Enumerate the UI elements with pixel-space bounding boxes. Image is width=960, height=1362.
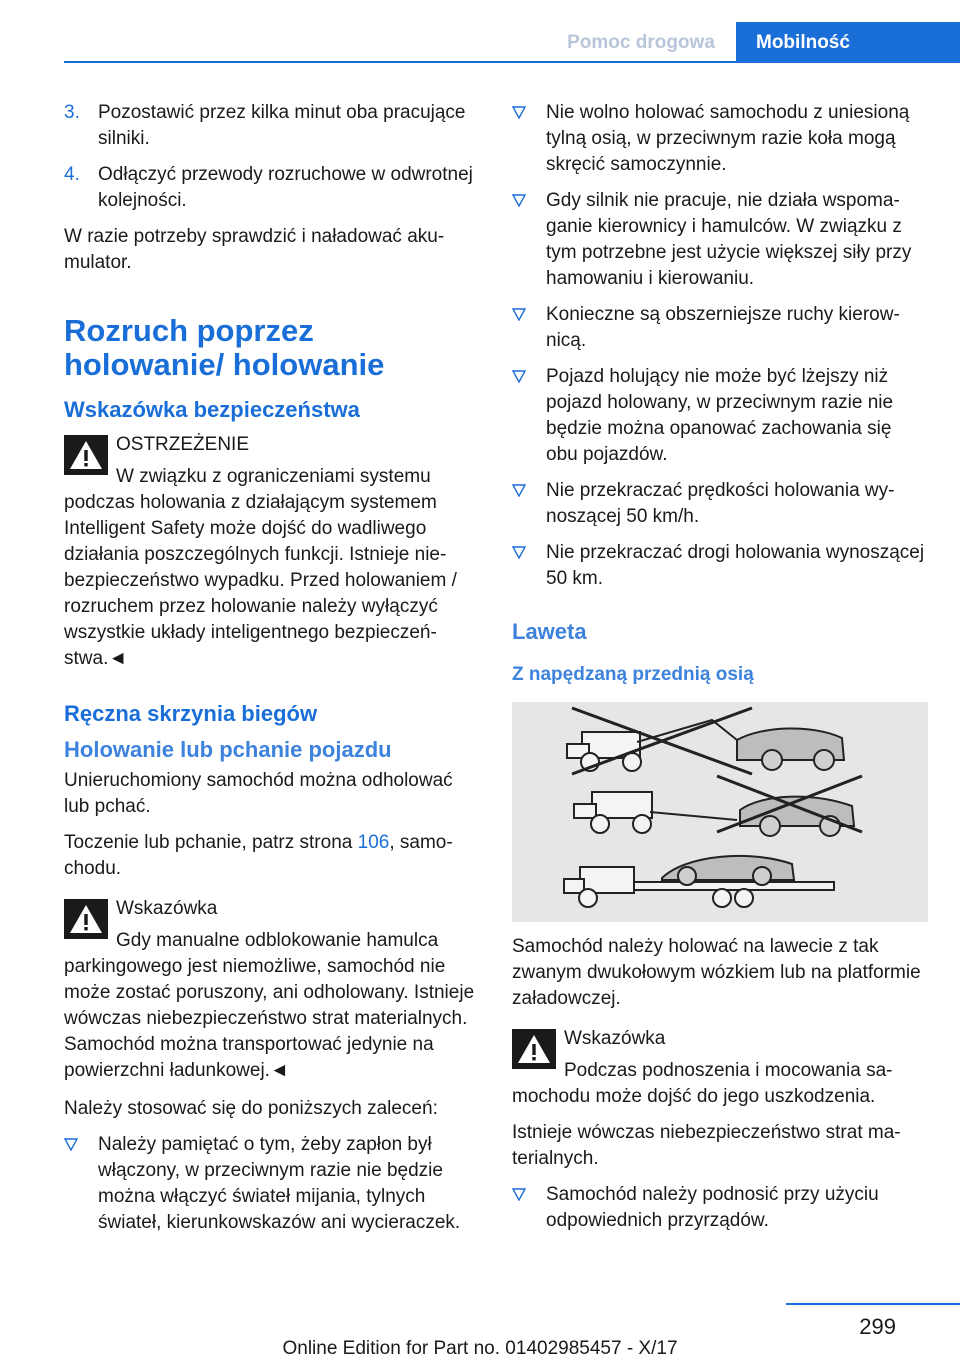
- list-item-text: Należy pamiętać o tym, żeby zapłon był włączony, w przeciwnym razie nie będzie można włączyć świateł mijania, tylnych świateł, kierunkowskazów ani wycieraczek.: [98, 1134, 461, 1233]
- list-item: [512, 364, 928, 468]
- list-item-text: Gdy silnik nie pracuje, nie działa wspomaganie kierownicy i hamulców. W związku z tym potrzebne jest użycie większej siły przy hamowaniu i kierowaniu.: [546, 190, 912, 289]
- push-text-after: , samochodu.: [64, 832, 453, 879]
- step-text: Pozostawić przez kilka minut oba pracujące silniki.: [98, 102, 466, 149]
- section-tab-pomoc-drogowa[interactable]: Pomoc drogowa: [567, 32, 715, 53]
- towing-illustration: [512, 702, 928, 922]
- front-axle-heading: Z napędzaną przednią osią: [512, 664, 754, 685]
- note-text: Gdy manualne odblokowanie hamulca parkingowego jest niemożliwe, samochód nie może zostać poruszony, ani odholowany. Istnieje wówczas niebezpieczeństwo strat materialnych. Samochód można transportować jedynie na powierzchni ładunkowej.◄: [64, 930, 475, 1081]
- warning-text: W związku z ograniczeniami systemu podczas holowania z działającym systemem Intelligent Safety może dojść do wadliwego działania poszczególnych funkcji. Istnieje niebezpieczeństwo wypadku. Przed holowaniem / rozruchem przez holowanie należy wyłączyć wszystkie układy inteligentnego bezpieczeństwa.◄: [64, 466, 457, 669]
- push-text: [64, 830, 480, 882]
- note-title: Wskazówka: [116, 898, 218, 919]
- list-item: [512, 540, 928, 592]
- list-item: [512, 1182, 928, 1234]
- bullet-triangle-icon: [512, 546, 526, 559]
- recommendations-intro: Należy stosować się do poniższych zaleceń:: [64, 1098, 438, 1119]
- step-item: [64, 162, 480, 214]
- towing-heading: Holowanie lub pchanie pojazdu: [64, 737, 392, 762]
- bullet-triangle-icon: [512, 106, 526, 119]
- step-number: 4.: [64, 164, 80, 185]
- manual-gearbox-heading: Ręczna skrzynia biegów: [64, 701, 318, 726]
- note-block: [64, 896, 480, 1084]
- towing-text: Unieruchomiony samochód można odholować lub pchać.: [64, 770, 453, 817]
- figure-caption-text: Samochód należy holować na lawecie z tak zwanym dwukołowym wózkiem lub na platformie załadowczej.: [512, 936, 921, 1009]
- bullet-triangle-icon: [512, 370, 526, 383]
- step-item: [64, 100, 480, 152]
- towing-methods-diagram: [512, 702, 928, 922]
- list-item: [512, 188, 928, 292]
- bullet-triangle-icon: [512, 194, 526, 207]
- step-text: Odłączyć przewody rozruchowe w odwrotnej kolejności.: [98, 164, 473, 211]
- battery-note: W razie potrzeby sprawdzić i naładować akumulator.: [64, 226, 445, 273]
- warning-block: [64, 432, 480, 672]
- list-item: [512, 478, 928, 530]
- list-item-text: Samochód należy podnosić przy użyciu odpowiednich przyrządów.: [546, 1184, 879, 1231]
- page-link[interactable]: 106: [357, 832, 390, 853]
- safety-heading: Wskazówka bezpieczeństwa: [64, 397, 360, 422]
- left-column: [64, 100, 480, 1246]
- footer-divider: [786, 1303, 960, 1305]
- bullet-triangle-icon: [512, 1188, 526, 1201]
- bullet-triangle-icon: [512, 484, 526, 497]
- warning-triangle-icon: [512, 1029, 556, 1069]
- push-text-before: Toczenie lub pchanie, patrz strona: [64, 832, 358, 853]
- list-item-text: Nie przekraczać prędkości holowania wynoszącej 50 km/h.: [546, 480, 895, 527]
- edition-footer: Online Edition for Part no. 01402985457 - X/17: [282, 1338, 678, 1359]
- list-item-text: Nie przekraczać drogi holowania wynoszącej 50 km.: [546, 542, 925, 589]
- section-tab-mobilnosc[interactable]: Mobilność: [736, 22, 960, 62]
- bullet-triangle-icon: [64, 1138, 78, 1151]
- list-item: [512, 100, 928, 178]
- list-item-text: Nie wolno holować samochodu z uniesioną tylną osią, w przeciwnym razie koła mogą skręcić samoczynnie.: [546, 102, 910, 175]
- warning-triangle-icon: [64, 899, 108, 939]
- note-text: Podczas podnoszenia i mocowania samochodu może dojść do jego uszkodzenia.: [512, 1060, 893, 1107]
- header-divider: [64, 61, 960, 63]
- note-block: [512, 1026, 928, 1110]
- section-title: Rozruch poprzez holowanie/ holowanie: [64, 313, 385, 382]
- right-column: [512, 100, 928, 1244]
- page-number: 299: [859, 1314, 896, 1339]
- damage-text: Istnieje wówczas niebezpieczeństwo strat materialnych.: [512, 1122, 901, 1169]
- page-header: [0, 22, 960, 62]
- list-item: [512, 302, 928, 354]
- list-item-text: Pojazd holujący nie może być lżejszy niż pojazd holowany, w przeciwnym razie nie będzie można opanować zachowania się obu pojazdów.: [546, 366, 894, 465]
- warning-title: OSTRZEŻENIE: [116, 434, 250, 455]
- step-number: 3.: [64, 102, 80, 123]
- laweta-heading: Laweta: [512, 619, 587, 644]
- list-item: [64, 1132, 480, 1236]
- bullet-triangle-icon: [512, 308, 526, 321]
- warning-triangle-icon: [64, 435, 108, 475]
- list-item-text: Konieczne są obszerniejsze ruchy kierownicą.: [546, 304, 900, 351]
- note-title: Wskazówka: [564, 1028, 666, 1049]
